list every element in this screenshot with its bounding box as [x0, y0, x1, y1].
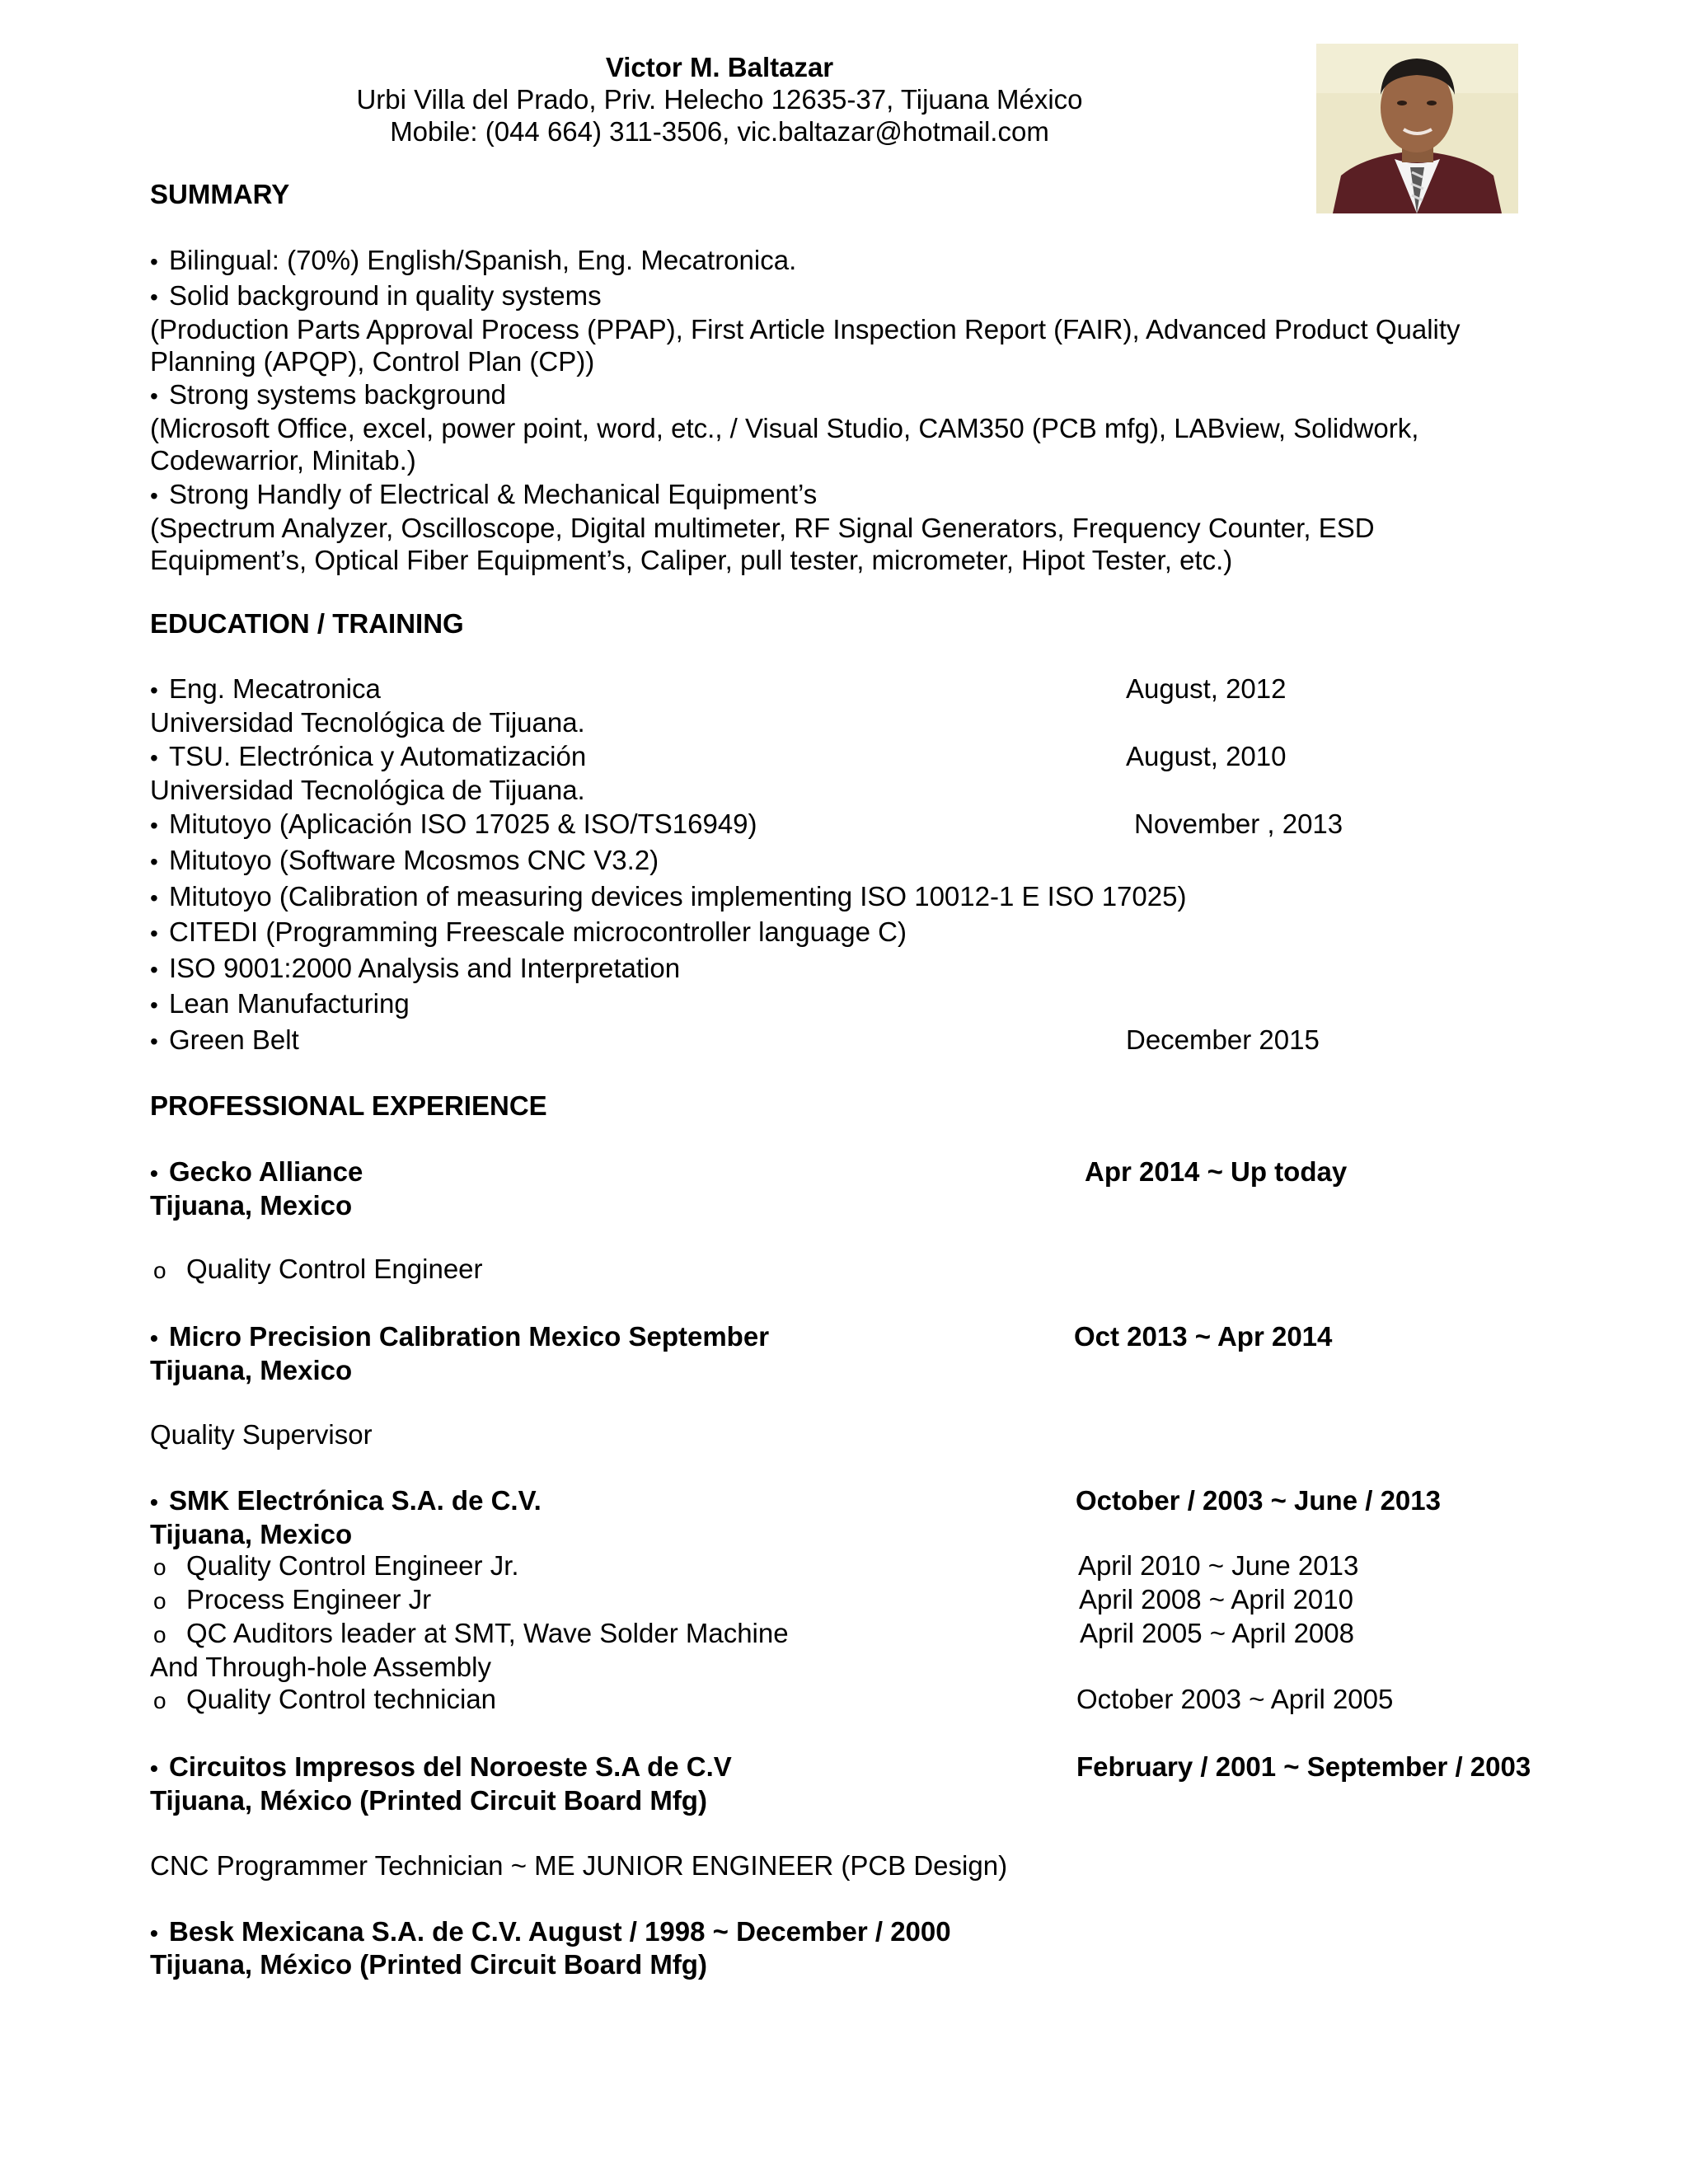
summary-line: • Solid background in quality systems — [150, 279, 602, 314]
job-dates: February / 2001 ~ September / 2003 — [1076, 1751, 1531, 1782]
job-dates: Oct 2013 ~ Apr 2014 — [1074, 1321, 1333, 1352]
job-dates: October / 2003 ~ June / 2013 — [1076, 1485, 1441, 1516]
education-heading: EDUCATION / TRAINING — [150, 608, 464, 639]
job-role-title: Quality Control Engineer — [186, 1254, 483, 1284]
job-role: o Quality Control Engineer — [153, 1254, 483, 1284]
job-company: • Besk Mexicana S.A. de C.V. August / 1998 ~ December / 2000 — [150, 1915, 951, 1950]
job-dates: Apr 2014 ~ Up today — [1085, 1156, 1348, 1187]
job-role: o Quality Control technician — [153, 1684, 497, 1714]
education-item: Universidad Tecnológica de Tijuana. — [150, 775, 585, 805]
education-item: • Eng. Mecatronica — [150, 673, 381, 707]
job-company: • Gecko Alliance — [150, 1155, 363, 1190]
job-location: Tijuana, Mexico — [150, 1519, 353, 1549]
summary-line: (Spectrum Analyzer, Oscilloscope, Digital multimeter, RF Signal Generators, Frequency Counter, ESD — [150, 513, 1375, 543]
candidate-contact: Mobile: (044 664) 311-3506, vic.baltazar@hotmail.com — [390, 116, 1049, 147]
summary-line: (Production Parts Approval Process (PPAP), First Article Inspection Report (FAIR), Advanced Product Quality — [150, 314, 1461, 344]
education-date: August, 2010 — [1126, 741, 1287, 771]
summary-line: Equipment’s, Optical Fiber Equipment’s, Caliper, pull tester, micrometer, Hipot Tester, etc.) — [150, 545, 1233, 575]
education-date: November , 2013 — [1134, 808, 1343, 839]
candidate-address: Urbi Villa del Prado, Priv. Helecho 12635-37, Tijuana México — [356, 84, 1083, 115]
job-company: • Micro Precision Calibration Mexico September — [150, 1320, 769, 1355]
job-role-title: QC Auditors leader at SMT, Wave Solder Machine — [186, 1618, 789, 1648]
profile-photo — [1316, 44, 1518, 213]
summary-heading: SUMMARY — [150, 179, 290, 209]
education-item: • Mitutoyo (Calibration of measuring devices implementing ISO 10012-1 E ISO 17025) — [150, 880, 1186, 915]
education-item: Universidad Tecnológica de Tijuana. — [150, 707, 585, 738]
job-role-title: Quality Control technician — [186, 1684, 497, 1714]
job-role-title: Quality Control Engineer Jr. — [186, 1550, 519, 1581]
education-item: • TSU. Electrónica y Automatización — [150, 740, 586, 775]
job-role: o QC Auditors leader at SMT, Wave Solder Machine — [153, 1618, 789, 1648]
education-item: • Mitutoyo (Aplicación ISO 17025 & ISO/TS16949) — [150, 808, 757, 842]
summary-line: • Strong Handly of Electrical & Mechanical Equipment’s — [150, 478, 817, 513]
summary-line: • Bilingual: (70%) English/Spanish, Eng. Mecatronica. — [150, 244, 796, 279]
education-item: • Green Belt — [150, 1024, 299, 1058]
job-role-continuation: And Through-hole Assembly — [150, 1652, 491, 1682]
job-role-dates: April 2010 ~ June 2013 — [1078, 1550, 1359, 1581]
education-date: August, 2012 — [1126, 673, 1287, 704]
summary-line: (Microsoft Office, excel, power point, word, etc., / Visual Studio, CAM350 (PCB mfg), LABview, Solidwork, — [150, 413, 1419, 443]
job-role-dates: April 2005 ~ April 2008 — [1080, 1618, 1354, 1648]
job-location: Tijuana, México (Printed Circuit Board Mfg) — [150, 1949, 707, 1980]
job-role-dates: October 2003 ~ April 2005 — [1076, 1684, 1394, 1714]
job-role-title: Process Engineer Jr — [186, 1584, 432, 1615]
job-company: • SMK Electrónica S.A. de C.V. — [150, 1484, 542, 1519]
job-note: Quality Supervisor — [150, 1419, 373, 1450]
job-company: • Circuitos Impresos del Noroeste S.A de C.V — [150, 1750, 732, 1785]
job-role: o Quality Control Engineer Jr. — [153, 1550, 519, 1581]
education-item: • Lean Manufacturing — [150, 987, 410, 1022]
job-role: o Process Engineer Jr — [153, 1584, 432, 1615]
job-location: Tijuana, Mexico — [150, 1190, 353, 1221]
education-item: • Mitutoyo (Software Mcosmos CNC V3.2) — [150, 844, 659, 879]
education-item: • CITEDI (Programming Freescale microcontroller language C) — [150, 916, 907, 950]
job-location: Tijuana, México (Printed Circuit Board Mfg) — [150, 1785, 707, 1816]
education-item: • ISO 9001:2000 Analysis and Interpretation — [150, 952, 680, 987]
job-note: CNC Programmer Technician ~ ME JUNIOR ENGINEER (PCB Design) — [150, 1850, 1008, 1881]
experience-heading: PROFESSIONAL EXPERIENCE — [150, 1090, 547, 1121]
education-date: December 2015 — [1126, 1024, 1320, 1055]
summary-line: • Strong systems background — [150, 378, 506, 413]
candidate-name: Victor M. Baltazar — [605, 52, 834, 82]
job-location: Tijuana, Mexico — [150, 1355, 353, 1385]
summary-line: Planning (APQP), Control Plan (CP)) — [150, 346, 595, 377]
summary-line: Codewarrior, Minitab.) — [150, 445, 416, 476]
job-role-dates: April 2008 ~ April 2010 — [1079, 1584, 1353, 1615]
